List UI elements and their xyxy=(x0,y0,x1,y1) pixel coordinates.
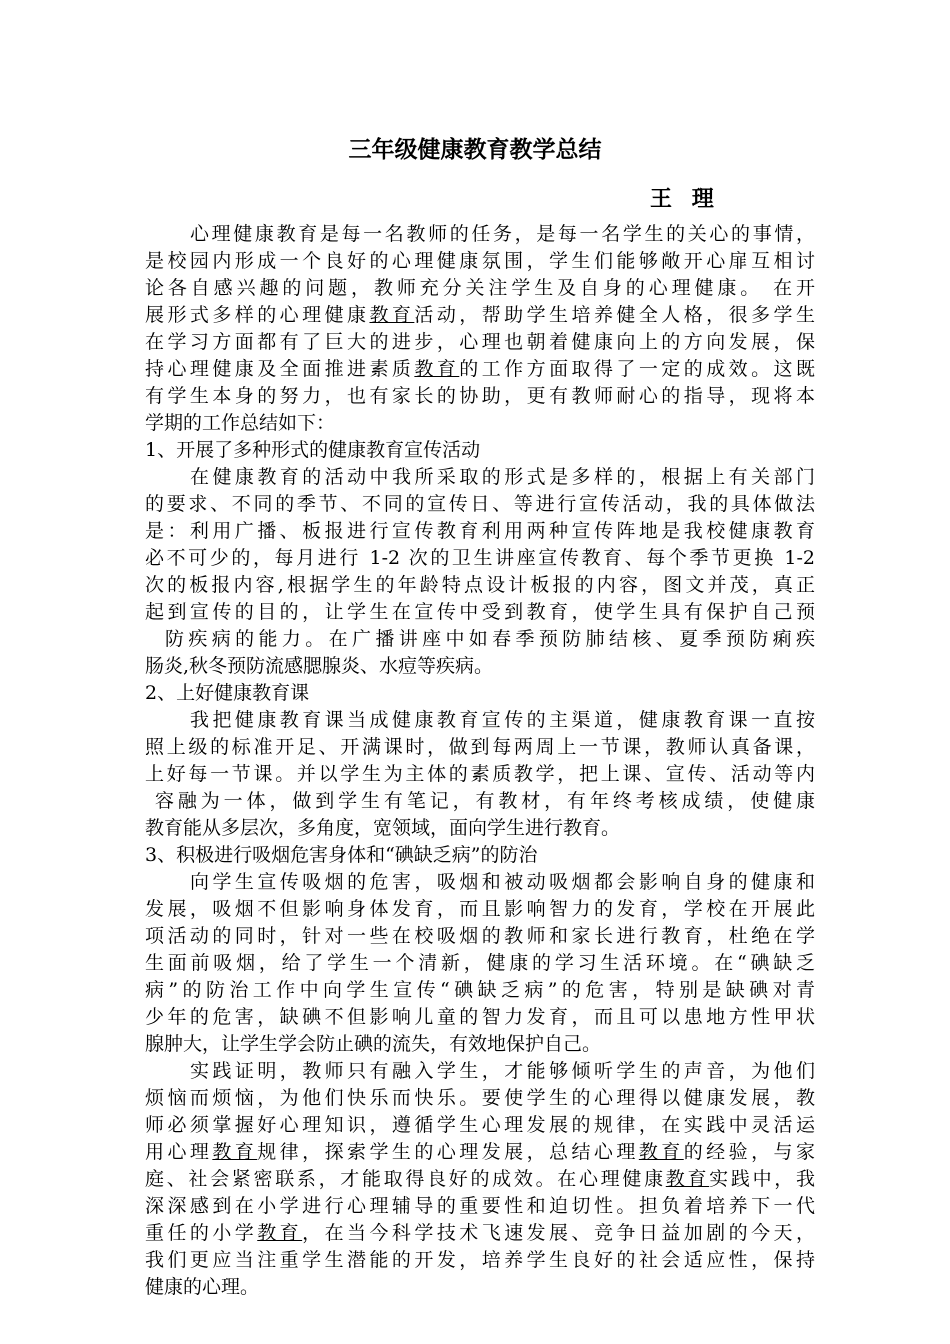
body-line xyxy=(145,923,815,950)
underlined-link-text: 教育 xyxy=(212,1141,258,1163)
line-text: ，在当今科学技术飞速发展、竞争日益加剧的今天， xyxy=(302,1222,815,1244)
line-text: 起到宣传的目的，让学生在宣传中受到教育，使学生具有保护自己预 xyxy=(145,601,815,623)
body-line xyxy=(145,545,815,572)
body-line xyxy=(145,572,815,599)
body-line xyxy=(145,788,815,815)
body-line xyxy=(145,248,815,275)
body-line xyxy=(145,1058,815,1085)
line-text: 师必须掌握好心理知识，遵循学生心理发展的规律，在实践中灵活运 xyxy=(145,1114,815,1136)
line-text: 生面前吸烟，给了学生一个清新，健康的学习生活环境。在“碘缺乏 xyxy=(145,952,815,974)
body-line xyxy=(145,410,815,437)
body-line xyxy=(145,1112,815,1139)
line-text: 实践中，我 xyxy=(709,1168,815,1190)
body-line xyxy=(145,1166,815,1193)
line-text: 发展，吸烟不但影响身体发育，而且影响智力的发育，学校在开展此 xyxy=(145,898,815,920)
line-text: 是校园内形成一个良好的心理健康氛围，学生们能够敞开心扉互相讨 xyxy=(145,250,815,272)
underlined-link-text: 教育 xyxy=(257,1222,303,1244)
underlined-link-text: 教育 xyxy=(638,1141,684,1163)
body-line xyxy=(145,815,815,842)
underlined-link-text: 教育 xyxy=(369,304,415,326)
body-line xyxy=(145,1031,815,1058)
body-line xyxy=(145,383,815,410)
body-line xyxy=(145,1220,815,1247)
line-text: 有学生本身的努力，也有家长的协助，更有教师耐心的指导，现将本 xyxy=(145,385,815,407)
body-line xyxy=(145,653,815,680)
body-line xyxy=(145,707,815,734)
body-line xyxy=(145,329,815,356)
line-text: 我们更应当注重学生潜能的开发，培养学生良好的社会适应性，保持 xyxy=(145,1249,815,1271)
body-line xyxy=(145,302,815,329)
body-line xyxy=(145,437,815,464)
line-text: 项活动的同时，针对一些在校吸烟的教师和家长进行教育，杜绝在学 xyxy=(145,925,815,947)
body-line xyxy=(145,680,815,707)
line-text: 2、上好健康教育课 xyxy=(145,682,310,704)
line-text: 学期的工作总结如下： xyxy=(145,412,336,434)
line-text: 容融为一体，做到学生有笔记，有教材，有年终考核成绩，使健康 xyxy=(155,790,815,812)
body-line xyxy=(145,842,815,869)
body-line xyxy=(145,491,815,518)
line-text: 论各自感兴趣的问题，教师充分关注学生及自身的心理健康。 在开 xyxy=(145,277,815,299)
document-title: 三年级健康教育教学总结 xyxy=(348,137,602,163)
body-line xyxy=(145,761,815,788)
line-text: 少年的危害，缺碘不但影响儿童的智力发育，而且可以患地方性甲状 xyxy=(145,1006,815,1028)
line-text: 照上级的标准开足、开满课时，做到每两周上一节课，教师认真备课， xyxy=(145,736,815,758)
line-text: 向学生宣传吸烟的危害，吸烟和被动吸烟都会影响自身的健康和 xyxy=(190,871,815,893)
body-line xyxy=(145,869,815,896)
line-text: 心理健康教育是每一名教师的任务，是每一名学生的关心的事情， xyxy=(190,223,815,245)
body-line xyxy=(145,896,815,923)
line-text: 病”的防治工作中向学生宣传“碘缺乏病”的危害，特别是缺碘对青 xyxy=(145,979,815,1001)
line-text: 的要求、不同的季节、不同的宣传日、等进行宣传活动，我的具体做法 xyxy=(145,493,815,515)
body-line xyxy=(145,221,815,248)
underlined-link-text: 教育 xyxy=(665,1168,710,1190)
line-text: 我把健康教育课当成健康教育宣传的主渠道，健康教育课一直按 xyxy=(190,709,815,731)
line-text: 次的板报内容,根据学生的年龄特点设计板报的内容，图文并茂，真正 xyxy=(145,574,815,596)
line-text: 规律，探索学生的心理发展，总结心理 xyxy=(257,1141,639,1163)
line-text: 在学习方面都有了巨大的进步，心理也朝着健康向上的方向发展，保 xyxy=(145,331,815,353)
line-text: 庭、社会紧密联系，才能取得良好的成效。在心理健康 xyxy=(145,1168,666,1190)
body-line xyxy=(145,464,815,491)
body-line xyxy=(145,275,815,302)
body-line xyxy=(145,1274,815,1301)
line-text: 防疾病的能力。在广播讲座中如春季预防肺结核、夏季预防痢疾 xyxy=(165,628,815,650)
body-line xyxy=(145,356,815,383)
body-line xyxy=(145,734,815,761)
body-line xyxy=(145,977,815,1004)
body-line xyxy=(145,1139,815,1166)
author-name: 王理 xyxy=(650,187,734,212)
line-text: 烦恼而烦恼，为他们快乐而快乐。要使学生的心理得以健康发展，教 xyxy=(145,1087,815,1109)
line-text: 深深感到在小学进行心理辅导的重要性和迫切性。担负着培养下一代 xyxy=(145,1195,815,1217)
document-body xyxy=(145,221,815,1301)
line-text: 实践证明，教师只有融入学生，才能够倾听学生的声音，为他们 xyxy=(190,1060,815,1082)
underlined-link-text: 教育 xyxy=(414,358,460,380)
line-text: 3、积极进行吸烟危害身体和“碘缺乏病”的防治 xyxy=(145,844,538,866)
line-text: 的工作方面取得了一定的成效。这既 xyxy=(459,358,815,380)
body-line xyxy=(145,950,815,977)
line-text: 必不可少的，每月进行 1-2 次的卫生讲座宣传教育、每个季节更换 1-2 xyxy=(145,547,815,569)
line-text: 是：利用广播、板报进行宣传教育利用两种宣传阵地是我校健康教育 xyxy=(145,520,815,542)
line-text: 持心理健康及全面推进素质 xyxy=(145,358,415,380)
line-text: 重任的小学 xyxy=(145,1222,258,1244)
line-text: 在健康教育的活动中我所采取的形式是多样的，根据上有关部门 xyxy=(190,466,815,488)
line-text: 腺肿大，让学生学会防止碘的流失，有效地保护自己。 xyxy=(145,1033,602,1055)
line-text: 展形式多样的心理健康 xyxy=(145,304,370,326)
body-line xyxy=(145,1193,815,1220)
line-text: 上好每一节课。并以学生为主体的素质教学，把上课、宣传、活动等内 xyxy=(145,763,815,785)
line-text: 活动，帮助学生培养健全人格，很多学生 xyxy=(414,304,815,326)
body-line xyxy=(145,599,815,626)
body-line xyxy=(145,518,815,545)
body-line xyxy=(145,1247,815,1274)
line-text: 肠炎,秋冬预防流感腮腺炎、水痘等疾病。 xyxy=(145,655,494,677)
body-line xyxy=(145,1085,815,1112)
body-line xyxy=(145,1004,815,1031)
line-text: 的经验，与家 xyxy=(683,1141,815,1163)
line-text: 1、开展了多种形式的健康教育宣传活动 xyxy=(145,439,481,461)
line-text: 用心理 xyxy=(145,1141,213,1163)
line-text: 健康的心理。 xyxy=(145,1276,260,1298)
line-text: 教育能从多层次，多角度，宽领域，面向学生进行教育。 xyxy=(145,817,621,839)
body-line xyxy=(145,626,815,653)
